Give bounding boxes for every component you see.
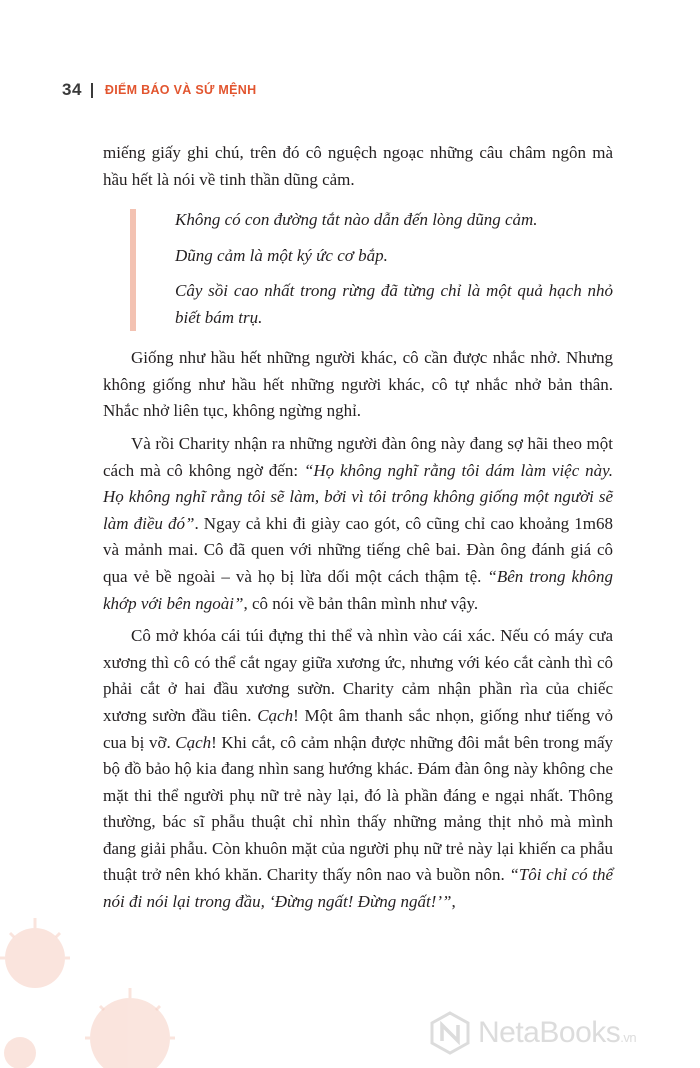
p4-text-d: ,	[451, 892, 456, 912]
paragraph-continued: miếng giấy ghi chú, trên đó cô nguệch ngoạc những câu châm ngôn mà hầu hết là nói về tinh thần dũng cảm.	[103, 143, 613, 189]
running-header	[62, 78, 256, 102]
p3-quote-b: “Bên trong không khớp với bên ngoài”	[103, 566, 613, 613]
watermark-text	[478, 1016, 636, 1050]
quote-line-2: Dũng cảm là một ký ức cơ bắp.	[175, 245, 388, 265]
paragraph-3	[103, 431, 613, 617]
p4-text-c: ! Khi cắt, cô cảm nhận được những đôi mắt bên trong mấy bộ đồ bảo hộ kia đang nhìn sang hướng khác. Đám đàn ông này không che mặt thi thể người phụ nữ trẻ này lại, đó là phần đáng e ngại nhất. Thông thường, bác sĩ phẫu thuật chỉ nhìn thấy những mảng thịt nhỏ mà mình đang giải phẫu. Còn khuôn mặt của người phụ nữ trẻ này lại khiến ca phẫu thuật trở nên khó khăn. Charity thấy nôn nao và buồn nôn.	[103, 732, 613, 885]
quote-block	[130, 207, 613, 331]
p4-quote: “Tôi chỉ có thể nói đi nói lại trong đầu, ‘Đừng ngất! Đừng ngất!’”	[103, 865, 613, 912]
p3-text-c: , cô nói về bản thân mình như vậy.	[243, 593, 479, 613]
page-body	[103, 140, 613, 922]
p4-text-b: ! Một âm thanh sắc nhọn, giống như tiếng vỏ cua bị vỡ.	[103, 705, 613, 752]
p4-sound-1: Cạch	[257, 705, 294, 725]
quote-line-1: Không có con đường tắt nào dẫn đến lòng dũng cảm.	[175, 210, 538, 230]
watermark-suffix: .vn	[620, 1030, 637, 1045]
header-divider	[91, 83, 93, 98]
p4-sound-2: Cạch	[175, 732, 212, 752]
quote-line-3: Cây sồi cao nhất trong rừng đã từng chỉ là một quả hạch nhỏ biết bám trụ.	[175, 281, 613, 327]
virus-decoration-icon	[0, 838, 200, 1068]
chapter-title: ĐIỂM BÁO VÀ SỨ MỆNH	[104, 83, 257, 97]
p3-text-b: . Ngay cả khi đi giày cao gót, cô cũng chỉ cao khoảng 1m68 và mảnh mai. Cô đã quen với những tiếng chê bai. Đàn ông đánh giá cô qua vẻ bề ngoài – và họ bị lừa dối một cách thậm tệ.	[103, 513, 613, 586]
watermark-brand: NetaBooks	[478, 1016, 621, 1049]
page-number: 34	[62, 80, 82, 99]
p3-quote-a: “Họ không nghĩ rằng tôi dám làm việc này. Họ không nghĩ rằng tôi sẽ làm, bởi vì tôi trông không giống một người sẽ làm điều đó”	[103, 460, 613, 533]
p4-text-a: Cô mở khóa cái túi đựng thi thể và nhìn vào cái xác. Nếu có máy cưa xương thì cô có thể cắt ngay giữa xương ức, nhưng với kéo cắt cành thì cô phải cắt ở hai đầu xương sườn. Charity cảm nhận phần rìa của chiếc xương sườn đầu tiên.	[103, 626, 613, 725]
netabooks-logo-icon	[428, 1011, 472, 1055]
netabooks-watermark	[428, 1008, 636, 1058]
paragraph-2: Giống như hầu hết những người khác, cô cần được nhắc nhở. Nhưng không giống như hầu hết những người khác, cô tự nhắc nhở bản thân. Nhắc nhở liên tục, không ngừng nghỉ.	[103, 348, 613, 421]
p3-text-a: Và rồi Charity nhận ra những người đàn ông này đang sợ hãi theo một cách mà cô không ngờ đến:	[103, 433, 613, 480]
quote-bar	[130, 209, 136, 331]
